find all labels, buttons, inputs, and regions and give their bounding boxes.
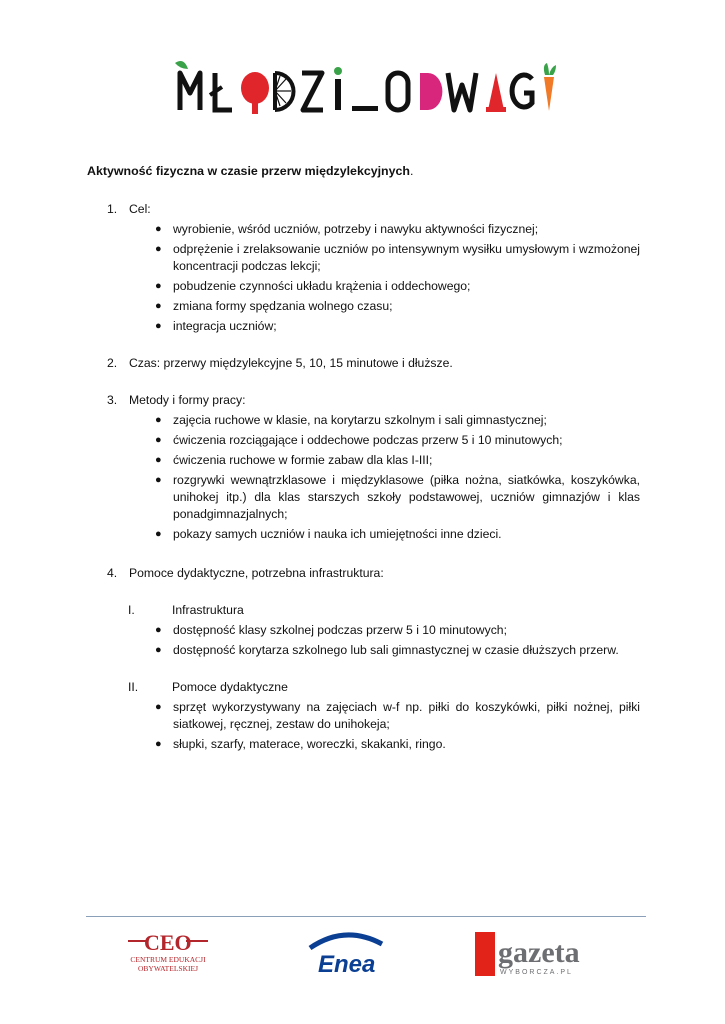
list-item: ● pobudzenie czynności układu krążenia i oddechowego; — [155, 279, 471, 293]
footer-logos — [120, 926, 610, 986]
section-label: Czas: przerwy międzylekcyjne 5, 10, 15 minutowe i dłuższe. — [129, 356, 453, 370]
list-item: ● dostępność klasy szkolnej podczas przerw 5 i 10 minutowych; — [155, 623, 507, 637]
list-item: ● słupki, szarfy, materace, woreczki, skakanki, ringo. — [155, 737, 446, 751]
teaching-aids-list — [155, 699, 640, 756]
section-label: Cel: — [129, 202, 151, 216]
section-number: 4. — [107, 566, 118, 580]
section-number: 3. — [107, 393, 118, 407]
enea-text: Enea — [318, 951, 376, 978]
list-item: ● zajęcia ruchowe w klasie, na korytarzu szkolnym i sali gimnastycznej; — [155, 413, 547, 427]
list-item: ● sprzęt wykorzystywany na zajęciach w-f np. piłki do koszykówki, piłki nożnej, piłki siatkowej, ręcznej, zestaw do unihokeja; — [155, 700, 640, 731]
gazeta-logo — [475, 932, 580, 976]
roman-numeral: I. — [128, 603, 135, 617]
ceo-logo — [128, 930, 208, 973]
list-item: ● odprężenie i zrelaksowanie uczniów po intensywnym wysiłku umysłowym i wzmożonej koncentracji podczas lekcji; — [155, 242, 640, 273]
section-number: 1. — [107, 202, 118, 216]
subsection-label: Pomoce dydaktyczne — [172, 680, 288, 694]
list-item: ● rozgrywki wewnątrzklasowe i międzyklasowe (piłka nożna, siatkówka, koszykówka, unihokej itp.) dla klas starszych szkoły podstawowej, uczniów gimnazjów i klas ponadgimnazjalnych; — [155, 473, 640, 521]
subsection-label: Infrastruktura — [172, 603, 244, 617]
svg-text:CEO: CEO — [144, 930, 192, 955]
methods-list — [155, 412, 640, 546]
title-text: Aktywność fizyczna w czasie przerw międzylekcyjnych — [87, 164, 410, 178]
section-number: 2. — [107, 356, 118, 370]
roman-numeral: II. — [128, 680, 139, 694]
enea-logo — [310, 935, 382, 978]
mlodzi-odwagi-logo — [170, 55, 560, 125]
list-item: ● pokazy samych uczniów i nauka ich umiejętności inne dzieci. — [155, 527, 502, 541]
title-dot: . — [409, 164, 414, 178]
section-label: Metody i formy pracy: — [129, 393, 246, 407]
document-title — [87, 164, 413, 178]
list-item: ● zmiana formy spędzania wolnego czasu; — [155, 299, 393, 313]
footer-divider — [86, 916, 646, 917]
section-label: Pomoce dydaktyczne, potrzebna infrastruktura: — [129, 566, 384, 580]
goal-list — [155, 221, 640, 338]
gazeta-sub: WYBORCZA.PL — [500, 969, 573, 976]
list-item: ● wyrobienie, wśród uczniów, potrzeby i nawyku aktywności fizycznej; — [155, 222, 539, 236]
ceo-line2: OBYWATELSKIEJ — [138, 964, 198, 973]
ceo-line1: CENTRUM EDUKACJI — [130, 955, 206, 964]
list-item: ● ćwiczenia rozciągające i oddechowe podczas przerw 5 i 10 minutowych; — [155, 433, 563, 447]
list-item: ● integracja uczniów; — [155, 319, 277, 333]
infrastructure-list — [155, 622, 640, 662]
gazeta-text: gazeta — [498, 936, 580, 969]
list-item: ● dostępność korytarza szkolnego lub sali gimnastycznej w czasie dłuższych przerw. — [155, 643, 619, 657]
list-item: ● ćwiczenia ruchowe w formie zabaw dla klas I-III; — [155, 453, 433, 467]
